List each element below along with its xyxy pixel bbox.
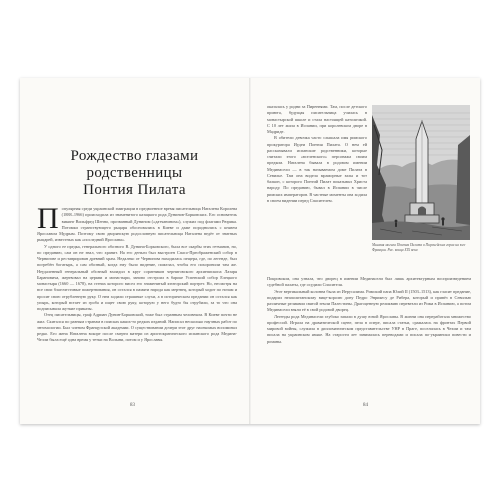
left-page (20, 78, 249, 424)
paragraph: В обители девочка часто слышала имя римского прокуратора Иудеи Понтия Пилата. О нем ей рассказывали испанские родственники, которые считали этого «вселенского» персонажа своим предком. Наталена бывала в родовом имении Мединасели — в так называемом доме Пилата в Севилье. Там она видела мраморные залы и тот балкон, с которого Понтий Пилат показывал Христа народу. По преданию, бывал в Испании в числе римских императоров. В частные моменты она ходила в своем видении перед Спасителем. (267, 135, 367, 203)
illustration-caption: Мнимая могила Понтия Пилата в Пиренейских горах на юге Франции. Рис. конца XIX века (372, 243, 466, 252)
chapter-title-line: Рождество глазами (70, 148, 199, 164)
page-number: 83 (130, 403, 135, 408)
chapter-title (28, 148, 241, 199)
right-column-text (267, 104, 367, 204)
pilate-tomb-engraving (372, 105, 470, 240)
right-body-text (267, 276, 471, 345)
book-spread (20, 78, 480, 424)
chapter-title-line: Понтия Пилата (83, 182, 186, 198)
paragraph: У одного ее предка, генерального обозного В. Дунина-Борковского, была все скарбы этих гетманов, но, по преданию, сам он не знал, что хранит. На его деньги был выстроен Спасо-Преображенский собор в Чернигове и реставрирован древний храм. Недалеко от Чернигова находилась пещера, где, по легенде, был погребён богатырь, а сам обозный, когда ему было видение, пожелал, чтобы его похоронили там же. Неудаленный генеральный обозный вхоидил в круг соратников черниговского архиепископа Лазаря Барановича, жертвовал на церкви и монастыри, заново отстроил в бароке Успенский собор Елецкого монастыря (1660 — 1678), на стенах которого висел его знаменитый ктиторский портрет. Но, несмотря на все свои благочестивые пожертвования, он остался в памяти народа как мертвец, который ходит по ночам и просит свою отрубленную руку. О нем ходили страшные слухи, а в историческом предании он остался как упырь, который встает из гроба и ищет свою руку, которую у него будто бы отрубили, за то что она подписывала жуткие приказы. (37, 243, 237, 311)
paragraph: Отец писательницы, граф Адриан Дунин-Борковский, тоже был странным человеком. В Киеве почти не жил. Скитался по разным странам в поисках каких-то редких изданий. Написал несколько научных работ по энтомологии. Был членом Французской академии. О существовании дочери этот друг насекомых вспоминал редко. Его жена Наталена вскоре после смерти матери из аристократического испанского рода Медина-Челли была ещё одна время у тетки на Волыни, потом и у Ярославы. (37, 312, 237, 343)
engraving-illustration (372, 105, 470, 240)
left-body-text (37, 202, 237, 344)
paragraph (37, 202, 237, 244)
paragraph: Этот вертикальный колонна была из Иерусалима. Римский папа Юлий II (1503–1513), как гласит предание, подарил неаполитанскому вице-королю дону Педро Энрикесу де Рибера, который и привёз в Севилью различные реликвии святой земли Палестины. Драгоценную реликвию перевезли из Рима в Испанию, а потом Мединасели взяли её в свой родовой дворец. (267, 288, 471, 313)
page-number: 84 (363, 403, 368, 408)
paragraph: оказалась у родни за Пиренеями. Там, после детского приюта, будущая писательница училась в монастырской школе и стала настоящей католичкой. С 10 лет жила в Испании, при королевском дворе в Мадриде. (267, 104, 367, 134)
paragraph: Покровском, она узнала, что дворец в имении Мединасели был лишь архитектурным воспроизведением судебной палаты, где осудили Спасителя. (267, 276, 471, 288)
paragraph: Легенды рода Мединасели глубоко запали в душу юной Ярославы. В жизни она переработала множество профессий. Играла на драматической сцене, пела в опере, писала статьи, сражалась на фронтах Первой мировой войны, служила в дипломатическом представительстве УНР в Праге, поселилась в Чехии и там писала на украинском языке. На старости лет занималась переводами и писала по-украински повести и романы. (267, 313, 471, 344)
drop-cap: П (37, 202, 59, 235)
paragraph-text: опулярная среди украинской эмиграции в предвоенное время писательница Наталена Королева (1888–1966) происходила из знаменитого казацкого рода Дунинов-Борковских. Его основатель викинг Вильфред Шенно, прозванный Дунином («датчанином»), служил под флагами Рюрика. Потомки странствующего рыцаря обосновались в Киеве и даже породнились с князем Ярославом Мудрым. Поэтому свою дворянскую родословную писательница Наталена ведёт от знатных рыцарей, известных как «последний Ярослава». (37, 206, 237, 243)
right-page (251, 78, 480, 424)
chapter-title-line: родственницы (86, 165, 183, 181)
